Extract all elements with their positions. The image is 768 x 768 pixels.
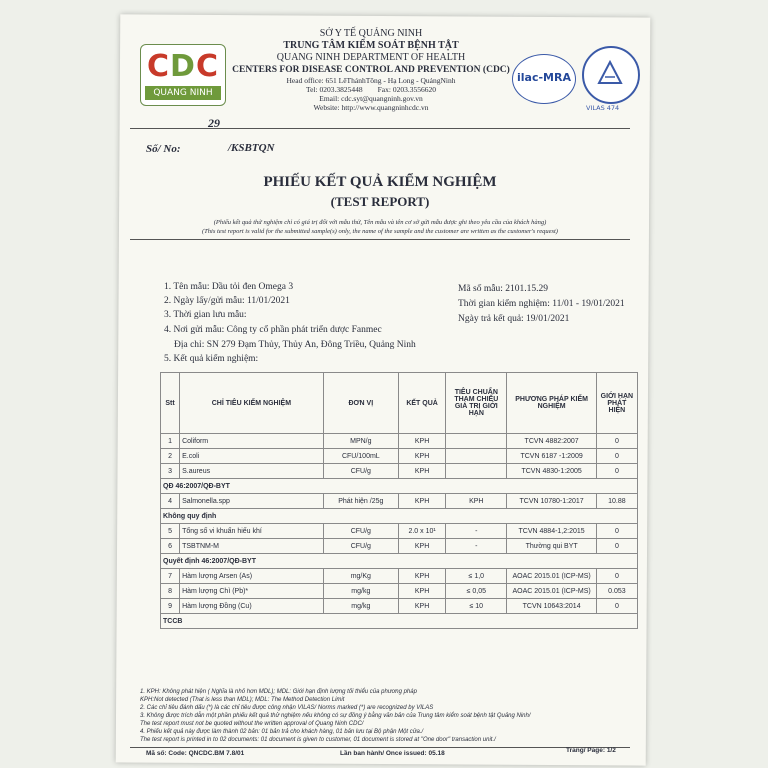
- cell-lod: 0: [596, 599, 637, 614]
- table-row: [161, 584, 638, 599]
- center-name-en: CENTERS FOR DISEASE CONTROL AND PREVENTION (CDC): [232, 65, 510, 75]
- note-divider: [130, 239, 630, 240]
- table-row: [161, 494, 638, 509]
- cell-criteria: Hàm lượng Đồng (Cu): [180, 599, 324, 614]
- table-group-row: [161, 509, 638, 524]
- cell-result: 2.0 x 10¹: [398, 524, 445, 539]
- col-stt: Stt: [161, 373, 180, 434]
- sample-name: 1. Tên mẫu: Dầu tỏi đen Omega 3: [164, 282, 294, 292]
- contact-website: Website: http://www.quangninhcdc.vn: [313, 103, 429, 112]
- cell-unit: CFU/100mL: [323, 449, 398, 464]
- cell-lod: 0: [596, 569, 637, 584]
- group-label: QĐ 46:2007/QĐ-BYT: [161, 479, 638, 494]
- cell-lod: 10.88: [596, 494, 637, 509]
- report-number-label: Số/ No:: [146, 143, 181, 155]
- cell-stt: 4: [161, 494, 180, 509]
- table-row: [161, 464, 638, 479]
- cell-result: KPH: [398, 599, 445, 614]
- cell-method: TCVN 4830-1:2005: [507, 464, 596, 479]
- cell-unit: mg/Kg: [323, 569, 398, 584]
- report-note-en: (This test report is valid for the submitted sample(s) only, the name of the sample and the customer are written as the customer's request): [202, 228, 558, 235]
- cell-standard: ≤ 0,05: [446, 584, 507, 599]
- table-header-row: [161, 373, 638, 434]
- letterhead: [226, 28, 516, 112]
- cell-criteria: E.coli: [180, 449, 324, 464]
- cell-stt: 5: [161, 524, 180, 539]
- group-label: Không quy định: [161, 509, 638, 524]
- center-name-vn: TRUNG TÂM KIỂM SOÁT BỆNH TẬT: [283, 40, 459, 51]
- cell-criteria: Tổng số vi khuẩn hiếu khí: [180, 524, 324, 539]
- cell-standard: [446, 464, 507, 479]
- col-result: KẾT QUẢ: [398, 373, 445, 434]
- cell-stt: 2: [161, 449, 180, 464]
- cell-method: TCVN 4882:2007: [507, 434, 596, 449]
- cell-method: TCVN 6187 -1:2009: [507, 449, 596, 464]
- accreditation-seal-icon: [582, 46, 640, 104]
- footnote-1-en: KPH:Not detected (That is less than MDL); MDL: The Method Detection Limit: [140, 697, 345, 703]
- cell-criteria: Salmonella.spp: [180, 494, 324, 509]
- vilas-label: VILAS 474: [586, 104, 620, 112]
- storage-time: 3. Thời gian lưu mẫu:: [164, 310, 247, 320]
- cell-result: KPH: [398, 584, 445, 599]
- cell-result: KPH: [398, 494, 445, 509]
- footnotes: [140, 688, 620, 744]
- head-office: Head office: 651 LêThánhTông - Hạ Long - QuảngNinh: [286, 76, 456, 85]
- cell-stt: 3: [161, 464, 180, 479]
- cell-lod: 0: [596, 539, 637, 554]
- table-row: [161, 539, 638, 554]
- group-label: Quyết định 46:2007/QĐ-BYT: [161, 554, 638, 569]
- cell-method: TCVN 10780-1:2017: [507, 494, 596, 509]
- cell-unit: Phát hiện /25g: [323, 494, 398, 509]
- cell-unit: CFU/g: [323, 539, 398, 554]
- cell-stt: 8: [161, 584, 180, 599]
- return-date: Ngày trả kết quả: 19/01/2021: [458, 314, 570, 324]
- cell-lod: 0.053: [596, 584, 637, 599]
- logo-band: QUANG NINH: [145, 86, 221, 100]
- cell-criteria: Hàm lượng Arsen (As): [180, 569, 324, 584]
- cell-lod: 0: [596, 464, 637, 479]
- table-row: [161, 599, 638, 614]
- contact-email: Email: cdc.syt@quangninh.gov.vn: [319, 94, 423, 103]
- cell-standard: KPH: [446, 494, 507, 509]
- cell-result: KPH: [398, 539, 445, 554]
- results-heading: 5. Kết quả kiểm nghiệm:: [164, 354, 259, 364]
- cell-criteria: TSBTNM-M: [180, 539, 324, 554]
- header-divider: [130, 128, 630, 129]
- cell-unit: CFU/g: [323, 464, 398, 479]
- cell-standard: ≤ 10: [446, 599, 507, 614]
- cell-criteria: S.aureus: [180, 464, 324, 479]
- footer-page: Trang/ Page: 1/2: [566, 747, 616, 754]
- cell-standard: [446, 434, 507, 449]
- report-note-vn: (Phiếu kết quả thử nghiệm chỉ có giá trị đối với mẫu thử, Tên mẫu và tên cơ sở gửi mẫu được ghi theo yêu cầu của khách hàng): [213, 219, 547, 226]
- group-label: TCCB: [161, 614, 638, 629]
- results-table: [160, 372, 638, 629]
- ilac-mra-logo: ilac-MRA: [512, 54, 576, 104]
- table-row: [161, 524, 638, 539]
- sender: 4. Nơi gửi mẫu: Công ty cổ phần phát triển dược Fanmec: [164, 325, 382, 335]
- footnote-4: 4. Phiếu kết quả này được làm thành 02 bản: 01 bản trả cho khách hàng, 01 bản lưu tại Bộ phận Một cửa./: [140, 729, 424, 735]
- footer-divider: [130, 747, 630, 748]
- sender-address: Địa chỉ: SN 279 Đạm Thủy, Thủy An, Đông Triều, Quảng Ninh: [174, 340, 416, 350]
- cell-stt: 9: [161, 599, 180, 614]
- cell-result: KPH: [398, 449, 445, 464]
- table-group-row: [161, 614, 638, 629]
- contact-phone-fax: Tel: 0203.3825448 Fax: 0203.3556620: [306, 85, 436, 94]
- cell-standard: ≤ 1,0: [446, 569, 507, 584]
- footnote-1: 1. KPH: Không phát hiện ( Nghĩa là nhỏ hơn MDL); MDL: Giới hạn định lượng tối thiểu của phương pháp: [140, 689, 417, 695]
- col-criteria: CHỈ TIÊU KIỂM NGHIỆM: [180, 373, 324, 434]
- footer-code: Mã số: Code: QNCDC.BM 7.8/01: [146, 750, 245, 757]
- cell-unit: MPN/g: [323, 434, 398, 449]
- cell-unit: mg/kg: [323, 584, 398, 599]
- col-unit: ĐƠN VỊ: [323, 373, 398, 434]
- cell-result: KPH: [398, 464, 445, 479]
- cell-criteria: Coliform: [180, 434, 324, 449]
- footer-issue: Lần ban hành/ Once issued: 05.18: [340, 750, 445, 757]
- cell-lod: 0: [596, 434, 637, 449]
- col-method: PHƯƠNG PHÁP KIỂM NGHIỆM: [507, 373, 596, 434]
- cdc-logo: CDC QUANG NINH: [140, 44, 226, 106]
- sample-code: Mã số mẫu: 2101.15.29: [458, 284, 548, 294]
- cell-standard: -: [446, 539, 507, 554]
- footnote-4-en: The test report is printed in to 02 documents: 01 document is given to customer, 01 document is stored at "One door" transaction unit./: [140, 737, 496, 743]
- table-group-row: [161, 554, 638, 569]
- footnote-2: 2. Các chỉ tiêu đánh dấu (*) là các chỉ tiêu được công nhận VILAS/ Norms marked (*) are recognized by VILAS: [140, 705, 434, 711]
- cell-unit: CFU/g: [323, 524, 398, 539]
- cell-result: KPH: [398, 434, 445, 449]
- cell-stt: 7: [161, 569, 180, 584]
- table-row: [161, 569, 638, 584]
- cell-standard: -: [446, 524, 507, 539]
- report-title-en: (TEST REPORT): [330, 194, 430, 209]
- handwritten-number: 29: [208, 116, 220, 130]
- table-row: [161, 434, 638, 449]
- footnote-3: 3. Không được trích dẫn một phần phiếu kết quả thử nghiệm nếu không có sự đồng ý bằng văn bản của Trung tâm kiểm soát bệnh tật Quảng Ninh/: [140, 713, 531, 719]
- cell-stt: 1: [161, 434, 180, 449]
- cell-method: AOAC 2015.01 (ICP-MS): [507, 569, 596, 584]
- cell-lod: 0: [596, 449, 637, 464]
- table-group-row: [161, 479, 638, 494]
- cell-method: TCVN 10643:2014: [507, 599, 596, 614]
- ministry-name: SỞ Y TẾ QUẢNG NINH: [319, 28, 423, 39]
- report-title-vn: PHIẾU KẾT QUẢ KIỂM NGHIỆM: [263, 174, 497, 190]
- cell-result: KPH: [398, 569, 445, 584]
- cell-unit: mg/kg: [323, 599, 398, 614]
- cell-lod: 0: [596, 524, 637, 539]
- cell-method: Thường qui BYT: [507, 539, 596, 554]
- sample-date: 2. Ngày lấy/gửi mẫu: 11/01/2021: [164, 296, 290, 306]
- table-row: [161, 449, 638, 464]
- col-lod: GIỚI HẠN PHÁT HIỆN: [596, 373, 637, 434]
- col-standard: TIÊU CHUẨN THAM CHIẾU GIÁ TRỊ GIỚI HẠN: [446, 373, 507, 434]
- footnote-3-en: The test report must not be quoted without the written approval of Quang Ninh CDC/: [140, 721, 364, 727]
- cell-method: TCVN 4884-1,2:2015: [507, 524, 596, 539]
- cell-standard: [446, 449, 507, 464]
- cell-stt: 6: [161, 539, 180, 554]
- department-name-en: QUANG NINH DEPARTMENT OF HEALTH: [276, 52, 466, 63]
- cell-criteria: Hàm lượng Chì (Pb)*: [180, 584, 324, 599]
- test-time: Thời gian kiểm nghiệm: 11/01 - 19/01/2021: [458, 299, 625, 309]
- cell-method: AOAC 2015.01 (ICP-MS): [507, 584, 596, 599]
- report-number-value: /KSBTQN: [228, 142, 275, 154]
